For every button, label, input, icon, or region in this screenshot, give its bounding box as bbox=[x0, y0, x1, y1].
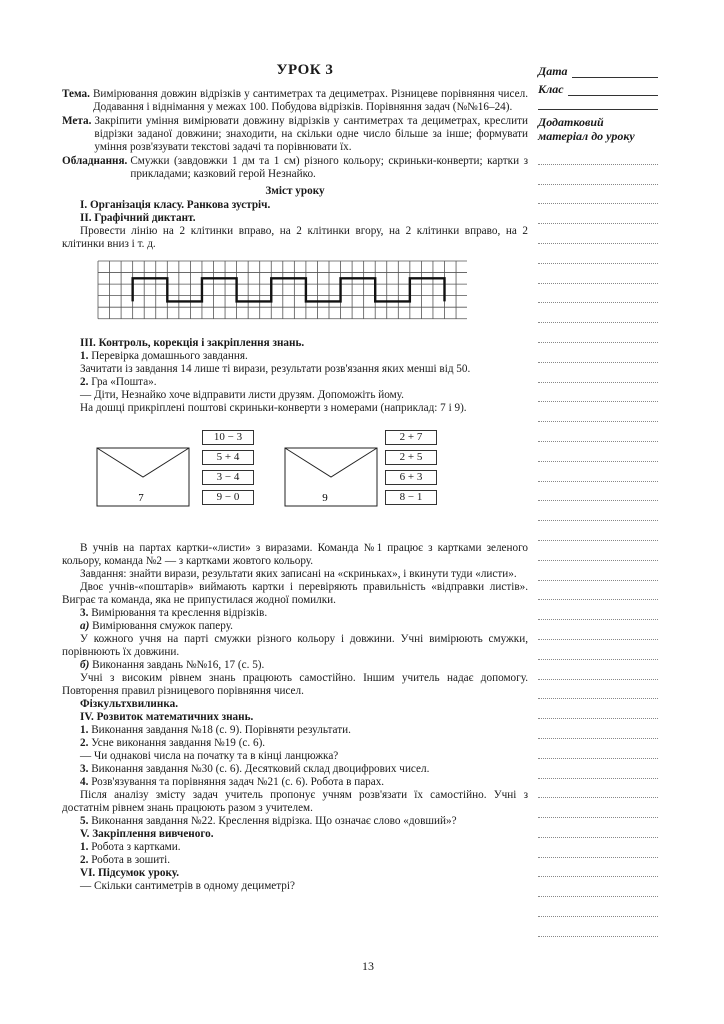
note-line[interactable] bbox=[538, 640, 658, 660]
note-line[interactable] bbox=[538, 600, 658, 620]
note-line[interactable] bbox=[538, 402, 658, 422]
grid-svg bbox=[97, 257, 467, 327]
note-line[interactable] bbox=[538, 264, 658, 284]
note-line[interactable] bbox=[538, 779, 658, 799]
envelope-number: 7 bbox=[138, 492, 144, 504]
paragraph: — Скільки сантиметрів в одному дециметрі? bbox=[80, 880, 295, 892]
extra-material-heading bbox=[538, 115, 658, 143]
note-line[interactable] bbox=[538, 482, 658, 502]
expression-card: 9 − 0 bbox=[202, 490, 254, 505]
item-number: 1. bbox=[80, 350, 89, 362]
goal-text: Закріпити уміння вимірювати довжину відрізків у сантиметрах та дециметрах, креслити відрізки заданої довжини; знаходити, на скільки одне число більше за інше; формувати уміння розв'язувати текстові задачі та порівнювати їх. bbox=[94, 115, 528, 153]
note-line[interactable] bbox=[538, 858, 658, 878]
item-text: Виконання завдання №22. Креслення відрізка. Що означає слово «довший»? bbox=[91, 815, 457, 827]
lesson-content bbox=[62, 60, 528, 893]
item-number: 3. bbox=[80, 763, 89, 775]
item-text: Робота в зошиті. bbox=[91, 854, 171, 866]
expression-card: 10 − 3 bbox=[202, 430, 254, 445]
note-line[interactable] bbox=[538, 897, 658, 917]
envelope-icon bbox=[96, 447, 190, 507]
topic-text: Вимірювання довжин відрізків у сантиметрах та дециметрах. Різницеве порівняння чисел. Додавання і віднімання у межах 100. Побудова відрізків. Порівняння задач (№№16–24). bbox=[92, 88, 528, 113]
note-line[interactable] bbox=[538, 383, 658, 403]
paragraph: — Діти, Незнайко хоче відправити листи друзям. Допоможіть йому. bbox=[80, 389, 404, 401]
item-label: а) bbox=[80, 620, 90, 632]
date-line[interactable] bbox=[572, 67, 658, 78]
item-number: 5. bbox=[80, 815, 89, 827]
note-line[interactable] bbox=[538, 145, 658, 165]
note-line[interactable] bbox=[538, 798, 658, 818]
paragraph: В учнів на партах картки-«листи» з виразами. Команда №1 працює з картками зеленого кольору, команда №2 — з картками жовтого кольору. bbox=[62, 542, 528, 567]
dictation-line bbox=[133, 278, 445, 301]
page-title: УРОК 3 bbox=[276, 62, 334, 78]
item-number: 2. bbox=[80, 854, 89, 866]
item-number: 2. bbox=[80, 737, 89, 749]
item-text: Виконання завдання №30 (с. 6). Десятковий склад двоцифрових чисел. bbox=[91, 763, 430, 775]
expression-card: 3 − 4 bbox=[202, 470, 254, 485]
envelope-icon bbox=[284, 447, 378, 507]
paragraph: Учні з високим рівнем знань працюють самостійно. Іншим учитель надає допомогу. Повторення правил різницевого порівняння чисел. bbox=[62, 672, 528, 697]
note-line[interactable] bbox=[538, 165, 658, 185]
equipment-label: Обладнання. bbox=[62, 155, 128, 167]
note-line[interactable] bbox=[538, 363, 658, 383]
item-text: Гра «Пошта». bbox=[91, 376, 157, 388]
content-heading: Зміст уроку bbox=[265, 185, 325, 197]
paragraph: Двоє учнів-«поштарів» виймають картки і перевіряють правильність «відправки листів». Виграє та команда, яка не припустилася жодної помилки. bbox=[62, 581, 528, 606]
item-text: Перевірка домашнього завдання. bbox=[91, 350, 248, 362]
note-line[interactable] bbox=[538, 501, 658, 521]
item-text: Виконання завдання №18 (с. 9). Порівняти результати. bbox=[91, 724, 351, 736]
goal-block bbox=[62, 115, 528, 154]
topic-block bbox=[62, 88, 528, 114]
section-heading: I. Організація класу. Ранкова зустріч. bbox=[80, 199, 271, 211]
item-text: Робота з картками. bbox=[91, 841, 181, 853]
page-number: 13 bbox=[362, 959, 374, 973]
note-line[interactable] bbox=[538, 541, 658, 561]
note-line[interactable] bbox=[538, 204, 658, 224]
expression-card: 5 + 4 bbox=[202, 450, 254, 465]
paragraph: Зачитати із завдання 14 лише ті вирази, результати розв'язання яких менші від 50. bbox=[80, 363, 471, 375]
topic-label: Тема. bbox=[62, 88, 90, 100]
paragraph: Після аналізу змісту задач учитель пропонує учням розв'язати їх самостійно. Учні з достатнім рівнем знань працюють разом з учителем. bbox=[62, 789, 528, 814]
note-line[interactable] bbox=[538, 185, 658, 205]
section-heading: V. Закріплення вивченого. bbox=[80, 828, 214, 840]
class-field bbox=[538, 78, 658, 96]
expression-card: 2 + 7 bbox=[385, 430, 437, 445]
section-4-list bbox=[62, 724, 528, 789]
item-number: 1. bbox=[80, 724, 89, 736]
item-text: Усне виконання завдання №19 (с. 6). bbox=[91, 737, 266, 749]
note-line[interactable] bbox=[538, 680, 658, 700]
expression-card: 8 − 1 bbox=[385, 490, 437, 505]
item-text: — Чи однакові числа на початку та в кінці ланцюжка? bbox=[80, 750, 339, 762]
item-text: Розв'язування та порівняння задач №21 (с. 6). Робота в парах. bbox=[91, 776, 385, 788]
note-line[interactable] bbox=[538, 422, 658, 442]
note-line[interactable] bbox=[538, 581, 658, 601]
class-line[interactable] bbox=[568, 85, 658, 96]
note-line[interactable] bbox=[538, 561, 658, 581]
envelopes-figure bbox=[62, 427, 528, 512]
note-line[interactable] bbox=[538, 303, 658, 323]
item-number: 4. bbox=[80, 776, 89, 788]
equipment-block bbox=[62, 155, 528, 181]
sidebar-notes bbox=[538, 60, 658, 937]
section-heading: VI. Підсумок уроку. bbox=[80, 867, 180, 879]
paragraph: На дошці прикріплені поштові скриньки-конверти з номерами (наприклад: 7 і 9). bbox=[80, 402, 467, 414]
equipment-text: Смужки (завдовжки 1 дм та 1 см) різного кольору; скриньки-конверти; картки з прикладами; казковий герой Незнайко. bbox=[130, 155, 528, 180]
note-line[interactable] bbox=[538, 660, 658, 680]
note-line[interactable] bbox=[538, 838, 658, 858]
paragraph: Провести лінію на 2 клітинки вправо, на 2 клітинки вгору, на 2 клітинки вправо, на 2 клітинки вниз і т. д. bbox=[62, 225, 528, 250]
item-text: Вимірювання та креслення відрізків. bbox=[91, 607, 268, 619]
item-number: 1. bbox=[80, 841, 89, 853]
note-line[interactable] bbox=[538, 759, 658, 779]
item-number: 3. bbox=[80, 607, 89, 619]
item-label: б) bbox=[80, 659, 90, 671]
section-heading: Фізкультхвилинка. bbox=[80, 698, 178, 710]
note-line[interactable] bbox=[538, 343, 658, 363]
section-heading: IV. Розвиток математичних знань. bbox=[80, 711, 254, 723]
item-text: Вимірювання смужок паперу. bbox=[92, 620, 233, 632]
note-line[interactable] bbox=[538, 521, 658, 541]
note-line[interactable] bbox=[538, 284, 658, 304]
extra-heading-line: Додатковий bbox=[538, 115, 604, 129]
note-line[interactable] bbox=[538, 442, 658, 462]
notes-lines bbox=[538, 145, 658, 937]
item-number: 2. bbox=[80, 376, 89, 388]
note-line[interactable] bbox=[538, 323, 658, 343]
note-line[interactable] bbox=[538, 620, 658, 640]
goal-label: Мета. bbox=[62, 115, 92, 127]
note-line[interactable] bbox=[538, 224, 658, 244]
date-label: Дата bbox=[538, 64, 568, 78]
note-line[interactable] bbox=[538, 699, 658, 719]
graphic-dictation-grid bbox=[97, 257, 528, 331]
item-text: Виконання завдань №№16, 17 (с. 5). bbox=[92, 659, 265, 671]
divider-line bbox=[538, 96, 658, 110]
date-field bbox=[538, 60, 658, 78]
note-line[interactable] bbox=[538, 244, 658, 264]
section-heading: II. Графічний диктант. bbox=[80, 212, 196, 224]
paragraph: Завдання: знайти вирази, результати яких записані на «скриньках», і вкинути туди «листи». bbox=[80, 568, 517, 580]
extra-heading-line: матеріал до уроку bbox=[538, 129, 635, 143]
note-line[interactable] bbox=[538, 739, 658, 759]
paragraph: У кожного учня на парті смужки різного кольору і довжини. Учні вимірюють смужки, порівнюють їх довжини. bbox=[62, 633, 528, 658]
envelope-number: 9 bbox=[322, 492, 328, 504]
expression-card: 2 + 5 bbox=[385, 450, 437, 465]
note-line[interactable] bbox=[538, 877, 658, 897]
note-line[interactable] bbox=[538, 818, 658, 838]
class-label: Клас bbox=[538, 82, 564, 96]
note-line[interactable] bbox=[538, 462, 658, 482]
expression-card: 6 + 3 bbox=[385, 470, 437, 485]
section-heading: III. Контроль, корекція і закріплення знань. bbox=[80, 337, 305, 349]
note-line[interactable] bbox=[538, 917, 658, 937]
note-line[interactable] bbox=[538, 719, 658, 739]
